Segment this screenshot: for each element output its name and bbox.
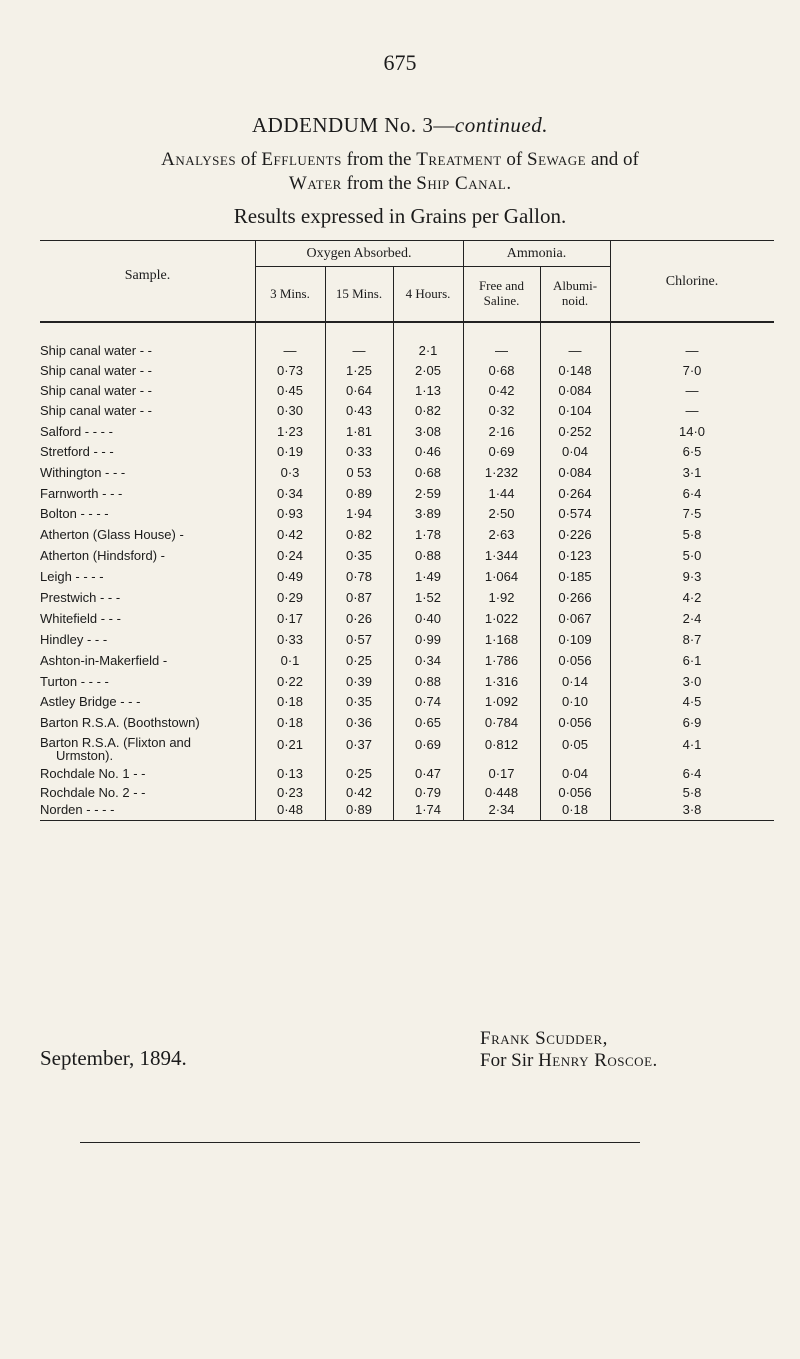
cell-free-saline: 1·44 [488, 486, 515, 501]
cell-albuminoid: 0·264 [558, 486, 592, 501]
cell-15-mins: 0 53 [346, 465, 372, 480]
sample-label: Norden - - - - [40, 802, 115, 817]
sample-label: Ship canal water - - [40, 343, 152, 358]
cell-chlorine: 3·8 [682, 802, 702, 817]
sample-label: Leigh - - - - [40, 569, 104, 584]
cell-chlorine: 4·2 [682, 590, 702, 605]
cell-3-mins: 0·34 [276, 486, 304, 501]
title-text-of-2: of [501, 149, 527, 170]
cell-15-mins: 0·36 [345, 715, 373, 730]
sample-label: Farnworth - - - [40, 486, 123, 501]
cell-15-mins: 1·25 [345, 363, 373, 378]
cell-free-saline: 1·316 [484, 674, 519, 689]
cell-albuminoid: — [568, 343, 582, 358]
cell-free-saline: 0·68 [488, 363, 515, 378]
sample-label: Astley Bridge - - - [40, 694, 141, 709]
cell-free-saline: 0·448 [484, 785, 519, 800]
sample-label: Atherton (Glass House) - [40, 527, 184, 542]
cell-4-hours: 0·65 [414, 715, 442, 730]
header-alb-line-2: noid. [561, 293, 589, 308]
table-top-rule [40, 240, 774, 241]
title-word-treatment: Treatment [416, 149, 502, 170]
cell-albuminoid: 0·574 [558, 506, 592, 521]
sample-label: Withington - - - [40, 465, 126, 480]
cell-free-saline: 2·50 [488, 506, 515, 521]
cell-15-mins: 1·94 [345, 506, 373, 521]
cell-4-hours: 0·88 [414, 674, 442, 689]
cell-albuminoid: 0·084 [558, 383, 592, 398]
cell-3-mins: 0·45 [276, 383, 304, 398]
cell-15-mins: 0·35 [345, 548, 373, 563]
title-text-of-1: of [236, 149, 262, 170]
sample-label: Rochdale No. 2 - - [40, 785, 146, 800]
title-word-effluents: Effluents [261, 149, 342, 170]
cell-4-hours: 1·78 [414, 527, 442, 542]
header-free-line-1: Free and [478, 278, 525, 293]
cell-3-mins: 0·23 [276, 785, 304, 800]
sample-label: Stretford - - - [40, 444, 114, 459]
cell-4-hours: 0·69 [414, 737, 442, 752]
table-bottom-rule [40, 820, 774, 821]
title-text-from: from the [341, 149, 417, 170]
cell-chlorine: — [685, 403, 699, 418]
cell-albuminoid: 0·123 [558, 548, 592, 563]
cell-albuminoid: 0·05 [561, 737, 589, 752]
cell-4-hours: 0·82 [414, 403, 442, 418]
cell-3-mins: 0·29 [276, 590, 304, 605]
oxygen-group-rule [255, 266, 463, 267]
report-date: September, 1894. [40, 1046, 187, 1070]
results-subtitle: Results expressed in Grains per Gallon. [233, 204, 567, 228]
cell-chlorine: 6·9 [682, 715, 702, 730]
cell-15-mins: 0·25 [345, 766, 373, 781]
sample-label: Turton - - - - [40, 674, 109, 689]
signature-name: Frank Scudder, [480, 1028, 608, 1049]
cell-4-hours: 2·59 [414, 486, 442, 501]
cell-15-mins: 0·87 [345, 590, 373, 605]
sample-label: Hindley - - - [40, 632, 108, 647]
title-word-sewage: Sewage [527, 149, 587, 170]
cell-chlorine: — [685, 383, 699, 398]
page-number: 675 [383, 50, 417, 75]
cell-albuminoid: 0·18 [561, 802, 589, 817]
header-15-mins: 15 Mins. [335, 286, 383, 301]
sample-label: Ship canal water - - [40, 363, 152, 378]
cell-albuminoid: 0·148 [558, 363, 592, 378]
cell-15-mins: 1·81 [345, 424, 373, 439]
cell-15-mins: 0·42 [345, 785, 373, 800]
cell-chlorine: 14·0 [678, 424, 706, 439]
cell-chlorine: 4·5 [682, 694, 702, 709]
cell-free-saline: 1·232 [484, 465, 519, 480]
cell-4-hours: 0·88 [414, 548, 442, 563]
cell-albuminoid: 0·084 [558, 465, 592, 480]
cell-free-saline: 2·16 [488, 424, 515, 439]
title-line-2 [0, 173, 800, 195]
cell-albuminoid: 0·056 [558, 715, 592, 730]
cell-albuminoid: 0·056 [558, 653, 592, 668]
cell-15-mins: 0·25 [345, 653, 373, 668]
cell-chlorine: 9·3 [682, 569, 702, 584]
header-free-and-saline [463, 278, 540, 308]
cell-free-saline: 1·022 [484, 611, 519, 626]
cell-3-mins: 0·17 [276, 611, 304, 626]
cell-free-saline: 0·17 [488, 766, 515, 781]
cell-free-saline: 1·064 [484, 569, 519, 584]
title-word-water: Water [288, 173, 342, 194]
title-text-from-the: from the [341, 173, 417, 194]
cell-3-mins: 0·21 [276, 737, 304, 752]
cell-4-hours: 3·89 [414, 506, 442, 521]
title-word-ship-canal: Ship Canal [416, 173, 507, 194]
cell-free-saline: — [495, 343, 508, 358]
cell-3-mins: 0·93 [276, 506, 304, 521]
cell-chlorine: 4·1 [682, 737, 702, 752]
signature-for-name: Henry Roscoe [538, 1050, 653, 1071]
cell-free-saline: 0·69 [488, 444, 515, 459]
header-chlorine: Chlorine. [665, 274, 719, 289]
sample-label: Salford - - - - [40, 424, 113, 439]
cell-free-saline: 0·42 [488, 383, 515, 398]
cell-3-mins: 0·48 [276, 802, 304, 817]
cell-free-saline: 1·092 [484, 694, 519, 709]
cell-free-saline: 1·168 [484, 632, 519, 647]
header-albuminoid [540, 278, 610, 308]
cell-3-mins: 0·19 [276, 444, 304, 459]
header-3-mins: 3 Mins. [270, 286, 310, 301]
cell-4-hours: 1·52 [414, 590, 442, 605]
cell-chlorine: 8·7 [682, 632, 702, 647]
sample-label-continued: Urmston). [56, 748, 114, 763]
page-bottom-rule [80, 1142, 640, 1143]
cell-4-hours: 1·74 [414, 802, 442, 817]
cell-3-mins: 0·18 [276, 694, 304, 709]
cell-chlorine: 6·1 [682, 653, 702, 668]
cell-free-saline: 1·786 [484, 653, 519, 668]
cell-chlorine: 6·4 [682, 486, 702, 501]
cell-3-mins: 0·24 [276, 548, 304, 563]
cell-3-mins: 0·1 [280, 653, 300, 668]
header-oxygen-absorbed: Oxygen Absorbed. [306, 246, 412, 261]
cell-free-saline: 1·344 [484, 548, 519, 563]
cell-4-hours: 0·79 [414, 785, 442, 800]
cell-15-mins: 0·82 [345, 527, 373, 542]
addendum-italic: continued. [454, 113, 548, 137]
sample-label: Rochdale No. 1 - - [40, 766, 146, 781]
cell-chlorine: 5·8 [682, 527, 702, 542]
cell-albuminoid: 0·04 [561, 444, 589, 459]
cell-free-saline: 0·812 [484, 737, 519, 752]
cell-chlorine: 5·8 [682, 785, 702, 800]
cell-15-mins: 0·43 [345, 403, 373, 418]
cell-15-mins: 0·26 [345, 611, 373, 626]
sample-label: Whitefield - - - [40, 611, 121, 626]
cell-4-hours: 3·08 [414, 424, 442, 439]
cell-3-mins: 1·23 [276, 424, 304, 439]
cell-3-mins: 0·33 [276, 632, 304, 647]
cell-15-mins: 0·64 [345, 383, 373, 398]
header-bottom-rule [40, 321, 774, 323]
cell-4-hours: 0·74 [414, 694, 442, 709]
cell-albuminoid: 0·266 [558, 590, 592, 605]
sample-label: Prestwich - - - [40, 590, 121, 605]
cell-4-hours: 0·99 [414, 632, 442, 647]
cell-3-mins: 0·49 [276, 569, 304, 584]
sample-label: Bolton - - - - [40, 506, 109, 521]
cell-free-saline: 0·784 [484, 715, 519, 730]
header-alb-line-1: Albumi- [552, 278, 598, 293]
signature-for-suffix: . [652, 1050, 658, 1071]
cell-15-mins: 0·89 [345, 486, 373, 501]
cell-15-mins: 0·37 [345, 737, 373, 752]
cell-albuminoid: 0·056 [558, 785, 592, 800]
cell-albuminoid: 0·04 [561, 766, 589, 781]
cell-3-mins: 0·13 [276, 766, 304, 781]
title-line-1 [0, 149, 800, 171]
cell-free-saline: 0·32 [488, 403, 515, 418]
sample-label: Ship canal water - - [40, 383, 152, 398]
cell-15-mins: 0·35 [345, 694, 373, 709]
title-text-and-of: and of [586, 149, 639, 170]
cell-4-hours: 0·40 [414, 611, 442, 626]
analysis-table [40, 240, 774, 820]
cell-15-mins: 0·57 [345, 632, 373, 647]
cell-albuminoid: 0·185 [558, 569, 592, 584]
cell-chlorine: 3·0 [682, 674, 702, 689]
header-4-hours: 4 Hours. [405, 286, 451, 301]
cell-3-mins: 0·22 [276, 674, 304, 689]
header-ammonia: Ammonia. [506, 246, 567, 261]
sample-label: Ashton-in-Makerfield - [40, 653, 168, 668]
cell-albuminoid: 0·252 [558, 424, 592, 439]
cell-4-hours: 0·47 [414, 766, 442, 781]
signature-for [480, 1050, 657, 1072]
sample-label: Barton R.S.A. (Boothstown) [40, 715, 200, 730]
title-word-analyses: Analyses [161, 149, 237, 170]
cell-albuminoid: 0·067 [558, 611, 592, 626]
cell-15-mins: 0·39 [345, 674, 373, 689]
signature-for-prefix: For Sir [480, 1050, 539, 1071]
cell-albuminoid: 0·109 [558, 632, 592, 647]
cell-albuminoid: 0·226 [558, 527, 592, 542]
cell-4-hours: 2·05 [414, 363, 442, 378]
cell-free-saline: 1·92 [488, 590, 515, 605]
cell-free-saline: 2·34 [488, 802, 515, 817]
cell-4-hours: 0·34 [414, 653, 442, 668]
cell-3-mins: 0·73 [276, 363, 304, 378]
cell-chlorine: 6·4 [682, 766, 702, 781]
cell-15-mins: 0·33 [345, 444, 373, 459]
cell-3-mins: 0·18 [276, 715, 304, 730]
ammonia-group-rule [464, 266, 610, 267]
sample-label: Barton R.S.A. (Flixton and [40, 735, 192, 750]
cell-4-hours: 2·1 [418, 343, 438, 358]
cell-chlorine: 7·0 [682, 363, 702, 378]
cell-chlorine: 2·4 [682, 611, 702, 626]
cell-chlorine: 7·5 [682, 506, 702, 521]
header-free-line-2: Saline. [483, 293, 520, 308]
cell-chlorine: 5·0 [682, 548, 702, 563]
title-text-period: . [506, 173, 512, 194]
cell-4-hours: 0·68 [414, 465, 442, 480]
cell-albuminoid: 0·10 [561, 694, 589, 709]
cell-albuminoid: 0·14 [561, 674, 589, 689]
sample-label: Ship canal water - - [40, 403, 152, 418]
cell-3-mins: 0·3 [280, 465, 300, 480]
cell-chlorine: 6·5 [682, 444, 702, 459]
cell-3-mins: 0·30 [276, 403, 304, 418]
cell-chlorine: — [685, 343, 699, 358]
cell-15-mins: — [352, 343, 366, 358]
cell-15-mins: 0·89 [345, 802, 373, 817]
addendum-main: ADDENDUM No. 3— [252, 113, 455, 137]
cell-free-saline: 2·63 [488, 527, 515, 542]
cell-3-mins: — [283, 343, 297, 358]
cell-3-mins: 0·42 [276, 527, 304, 542]
cell-4-hours: 1·49 [414, 569, 442, 584]
cell-albuminoid: 0·104 [558, 403, 592, 418]
cell-chlorine: 3·1 [682, 465, 702, 480]
addendum-heading [0, 113, 800, 138]
cell-4-hours: 0·46 [414, 444, 442, 459]
cell-4-hours: 1·13 [414, 383, 442, 398]
header-sample: Sample. [124, 268, 171, 283]
cell-15-mins: 0·78 [345, 569, 373, 584]
sample-label: Atherton (Hindsford) - [40, 548, 165, 563]
